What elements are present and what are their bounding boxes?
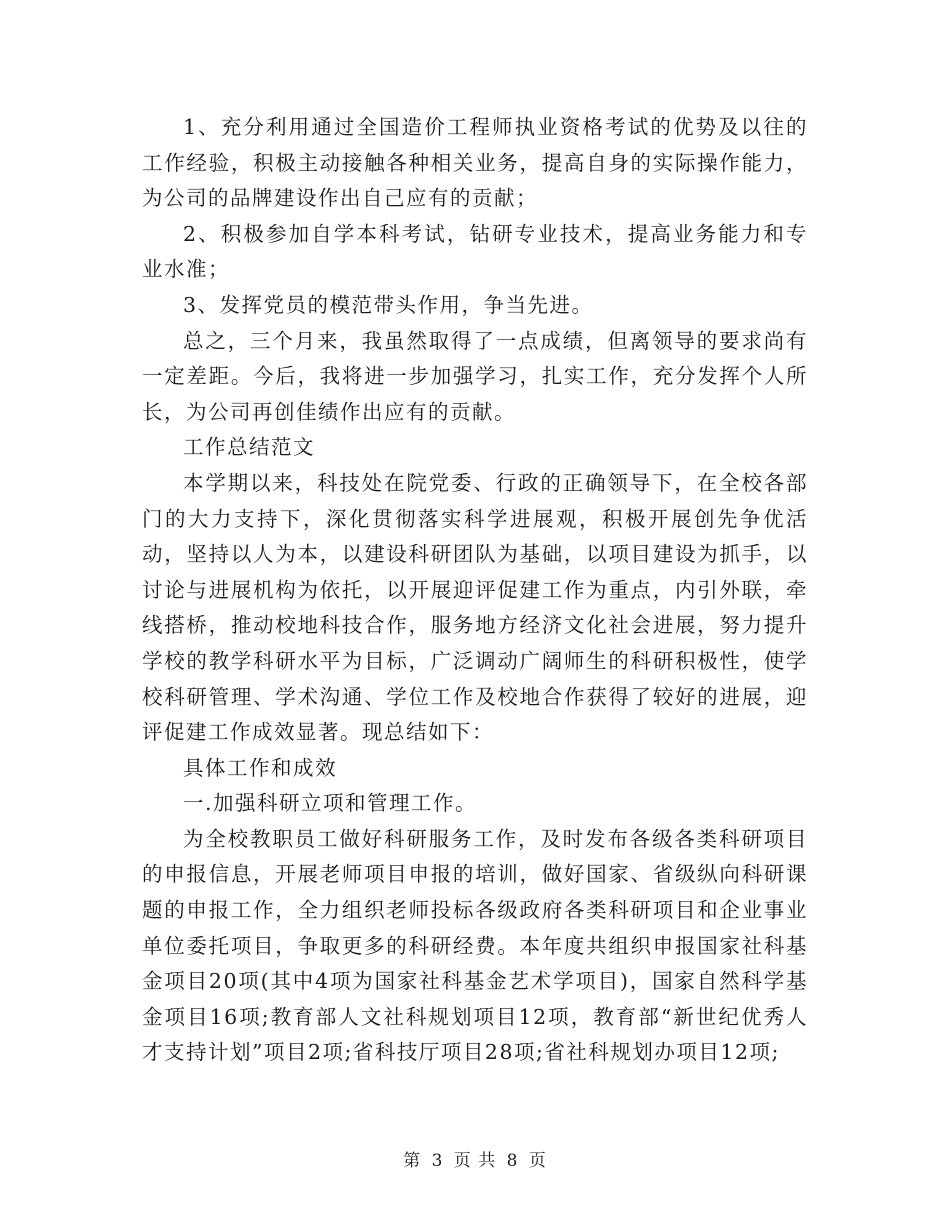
page-label-prefix: 第 (403, 1151, 422, 1171)
paragraph-summary: 总之，三个月来，我虽然取得了一点成绩，但离领导的要求尚有一定差距。今后，我将进一步加强学习，扎实工作，充分发挥个人所长，为公司再创佳绩作出应有的贡献。 (142, 328, 808, 424)
page-label-suffix: 页 (528, 1151, 547, 1171)
document-body (142, 110, 808, 1071)
section-heading-research-projects: 一.加强科研立项和管理工作。 (183, 791, 478, 816)
paragraph-item-1: 1、充分利用通过全国造价工程师执业资格考试的优势及以往的工作经验，积极主动接触各种相关业务，提高自身的实际操作能力，为公司的品牌建设作出自己应有的贡献； (142, 115, 808, 211)
page-label-middle: 页 共 (453, 1151, 497, 1171)
current-page-number: 3 (431, 1151, 444, 1171)
section-heading-work-summary: 工作总结范文 (183, 435, 315, 460)
page-footer (0, 1146, 950, 1171)
section-heading-specific-work: 具体工作和成效 (183, 755, 337, 780)
paragraph-item-2: 2、积极参加自学本科考试，钻研专业技术，提高业务能力和专业水准； (142, 221, 808, 282)
paragraph-intro: 本学期以来，科技处在院党委、行政的正确领导下，在全校各部门的大力支持下，深化贯彻落实科学进展观，积极开展创先争优活动，坚持以人为本，以建设科研团队为基础，以项目建设为抓手，以讨论与进展机构为依托，以开展迎评促建工作为重点，内引外联，牵线搭桥，推动校地科技合作，服务地方经济文化社会进展，努力提升学校的教学科研水平为目标，广泛调动广阔师生的科研积极性，使学校科研管理、学术沟通、学位工作及校地合作获得了较好的进展，迎评促建工作成效显著。现总结如下： (142, 470, 808, 745)
total-pages-number: 8 (506, 1151, 519, 1171)
paragraph-item-3: 3、发挥党员的模范带头作用，争当先进。 (183, 292, 594, 317)
paragraph-research-projects: 为全校教职员工做好科研服务工作，及时发布各级各类科研项目的申报信息，开展老师项目申报的培训，做好国家、省级纵向科研课题的申报工作，全力组织老师投标各级政府各类科研项目和企业事业单位委托项目，争取更多的科研经费。本年度共组织申报国家社科基金项目20项(其中4项为国家社科基金艺术学项目)，国家自然科学基金项目16项;教育部人文社科规划项目12项，教育部“新世纪优秀人才支持计划”项目2项;省科技厅项目28项;省社科规划办项目12项; (142, 826, 808, 1065)
